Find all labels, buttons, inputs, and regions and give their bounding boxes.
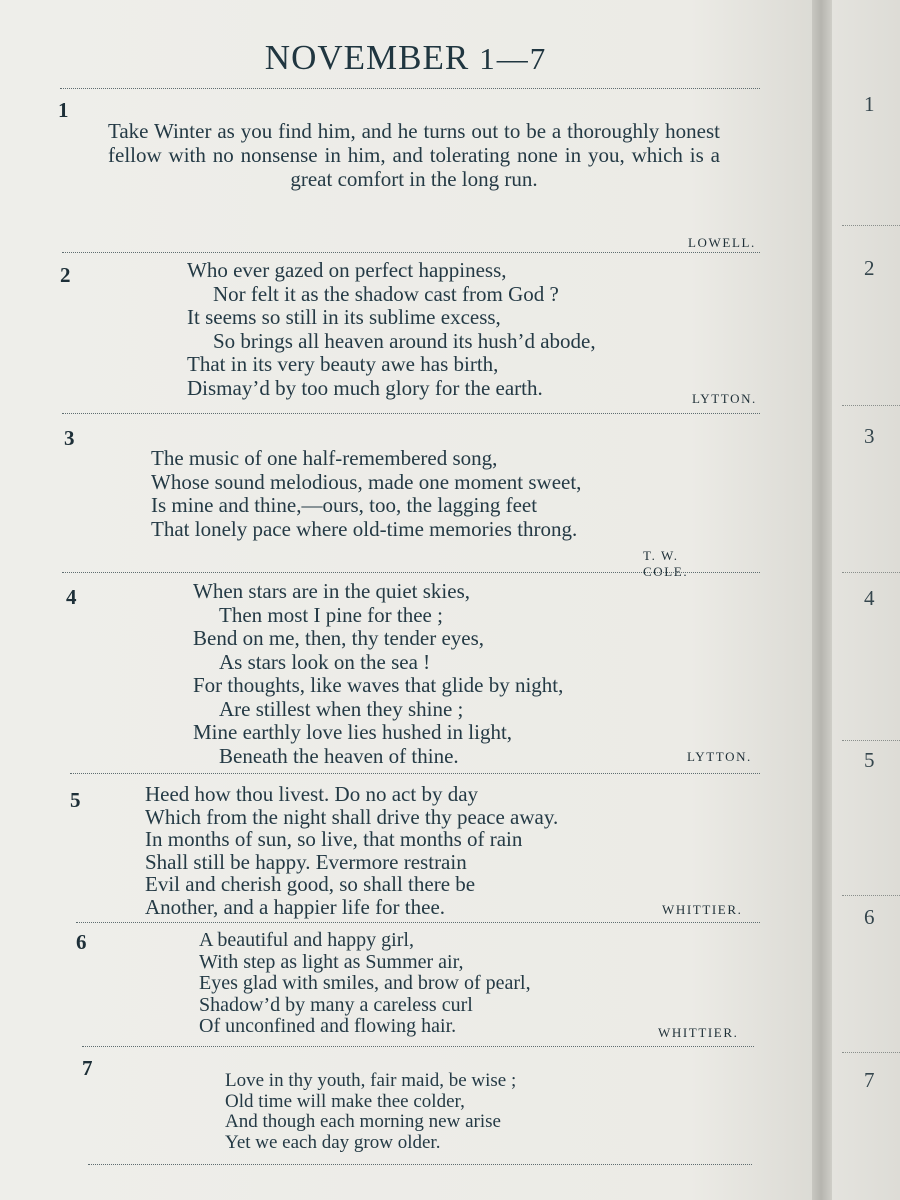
verse-line: Dismay’d by too much glory for the earth.	[187, 375, 543, 400]
facing-page-divider	[842, 740, 900, 741]
verse-line: Love in thy youth, fair maid, be wise ;	[225, 1070, 517, 1091]
verse-line: That in its very beauty awe has birth,	[187, 352, 499, 376]
entry-author: LYTTON.	[692, 391, 757, 406]
verse-line: As stars look on the sea !	[219, 649, 431, 674]
facing-page-divider	[842, 895, 900, 896]
verse-line: Are stillest when they shine ;	[219, 696, 464, 721]
verse-line: A beautiful and happy girl,	[199, 929, 414, 951]
verse-line: Of unconfined and flowing hair.	[199, 1015, 457, 1037]
verse-line: Eyes glad with smiles, and brow of pearl,	[199, 972, 531, 994]
page-title	[0, 38, 812, 78]
divider	[70, 773, 760, 774]
verse-line: Yet we each day grow older.	[225, 1131, 441, 1153]
facing-page-number: 5	[864, 748, 875, 772]
entry-number: 6	[76, 930, 87, 954]
facing-page-number: 6	[864, 905, 875, 929]
facing-page-number: 1	[864, 92, 875, 116]
verse-line: Evil and cherish good, so shall there be	[145, 872, 476, 896]
divider	[60, 88, 760, 89]
verse-line: Then most I pine for thee ;	[219, 602, 443, 627]
facing-page-divider	[842, 572, 900, 573]
verse-line: It seems so still in its sublime excess,	[187, 305, 501, 329]
entry-verse	[199, 930, 531, 1038]
entry-text: Take Winter as you find him, and he turns out to be a thoroughly honest fellow with no nonsense in him, and tolerating none in you, which is a great comfort in the long run.	[108, 119, 720, 191]
verse-line: Bend on me, then, thy tender eyes,	[193, 626, 485, 650]
verse-line: Which from the night shall drive thy peace away.	[145, 804, 559, 829]
verse-line: Another, and a happier life for thee.	[145, 894, 446, 919]
entry-verse	[225, 1071, 516, 1153]
verse-line: Heed how thou livest. Do no act by day	[145, 782, 479, 806]
entry-number: 3	[64, 426, 75, 450]
verse-line: Beneath the heaven of thine.	[219, 743, 459, 768]
divider	[62, 572, 760, 573]
verse-line: Shall still be happy. Evermore restrain	[145, 849, 467, 874]
verse-line: Is mine and thine,—ours, too, the lagging feet	[151, 493, 538, 517]
divider	[88, 1164, 752, 1165]
entry-number: 7	[82, 1056, 93, 1080]
facing-page-divider	[842, 405, 900, 406]
verse-line: That lonely pace where old-time memories throng.	[151, 516, 578, 541]
divider	[62, 252, 760, 253]
entry-author: LYTTON.	[687, 749, 752, 764]
entry-author: T. W. COLE.	[643, 548, 689, 579]
verse-line: When stars are in the quiet skies,	[193, 579, 470, 603]
entry-number: 1	[58, 98, 69, 122]
facing-page-divider	[842, 225, 900, 226]
page-title-range: 1—7	[479, 41, 548, 76]
divider	[82, 1046, 754, 1047]
entry-verse	[187, 259, 596, 400]
entry-number: 4	[66, 585, 77, 609]
verse-line: So brings all heaven around its hush’d abode,	[213, 328, 596, 353]
entry-verse	[151, 447, 581, 541]
verse-line: Shadow’d by many a careless curl	[199, 993, 473, 1016]
entry-number: 5	[70, 788, 81, 812]
verse-line: The music of one half-remembered song,	[151, 446, 498, 470]
verse-line: With step as light as Summer air,	[199, 950, 464, 973]
verse-line: Old time will make thee colder,	[225, 1090, 465, 1112]
facing-page-divider	[842, 1052, 900, 1053]
verse-line: Whose sound melodious, made one moment sweet,	[151, 469, 582, 494]
facing-page-number: 3	[864, 424, 875, 448]
entry-author: LOWELL.	[688, 235, 756, 250]
verse-line: Nor felt it as the shadow cast from God ?	[213, 281, 559, 306]
entry-verse	[145, 783, 558, 918]
entry-author: WHITTIER.	[662, 902, 743, 917]
facing-page-number: 7	[864, 1068, 875, 1092]
facing-page-number: 2	[864, 256, 875, 280]
verse-line: And though each morning new arise	[225, 1111, 501, 1132]
verse-line: Mine earthly love lies hushed in light,	[193, 720, 513, 744]
facing-page	[832, 0, 900, 1200]
verse-line: In months of sun, so live, that months of rain	[145, 827, 523, 851]
divider	[62, 413, 760, 414]
facing-page-number: 4	[864, 586, 875, 610]
entry-number: 2	[60, 263, 71, 287]
book-gutter	[812, 0, 832, 1200]
entry-author: WHITTIER.	[658, 1025, 739, 1040]
verse-line: For thoughts, like waves that glide by night,	[193, 673, 564, 697]
entry-verse	[193, 580, 563, 768]
divider	[76, 922, 760, 923]
verse-line: Who ever gazed on perfect happiness,	[187, 258, 507, 282]
page-title-month: NOVEMBER	[264, 38, 470, 77]
